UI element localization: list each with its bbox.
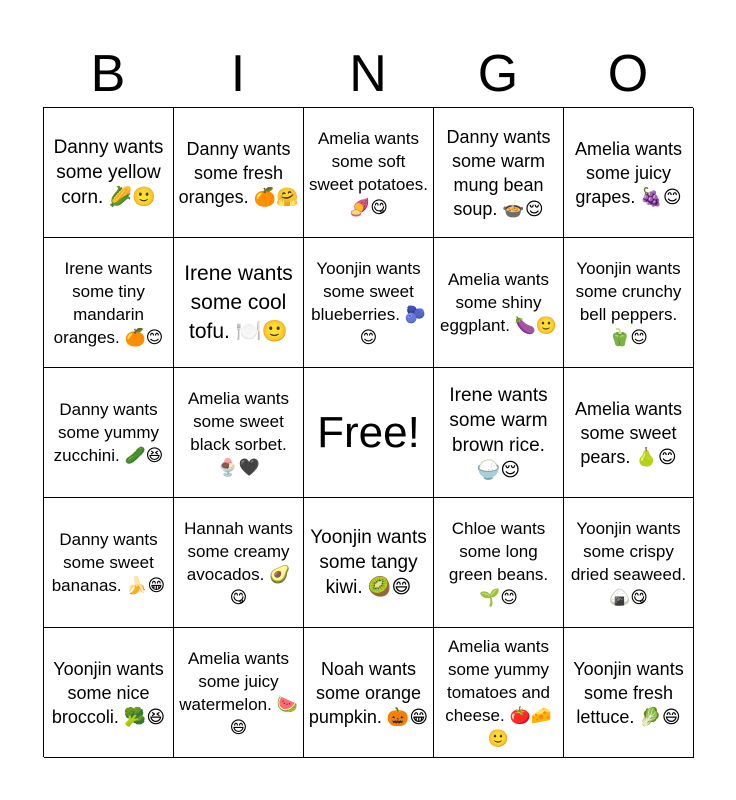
bingo-cell[interactable] (304, 498, 434, 628)
cell-text: Amelia wants some juicy watermelon. 🍉😄 (179, 648, 298, 737)
cell-text: Yoonjin wants some fresh lettuce. 🥬😄 (573, 658, 684, 727)
bingo-cell[interactable] (44, 368, 174, 498)
free-space[interactable] (304, 368, 434, 498)
cell-text: Irene wants some tiny mandarin oranges. 🍊😊 (53, 258, 164, 347)
bingo-cell[interactable] (174, 108, 304, 238)
bingo-cell[interactable] (564, 368, 694, 498)
bingo-header (43, 40, 693, 108)
bingo-cell[interactable] (434, 368, 564, 498)
cell-text: Irene wants some warm brown rice. 🍚😌 (449, 384, 548, 481)
cell-text: Amelia wants some sweet black sorbet. 🍨🖤 (187, 388, 290, 477)
bingo-cell[interactable] (304, 238, 434, 368)
bingo-grid (43, 107, 693, 757)
cell-text: Danny wants some yellow corn. 🌽🙂 (53, 137, 164, 208)
cell-text: Amelia wants some soft sweet potatoes. 🍠😋 (308, 128, 429, 217)
bingo-cell[interactable] (434, 108, 564, 238)
cell-text: Amelia wants some sweet pears. 🍐😊 (574, 398, 683, 467)
cell-text: Chloe wants some long green beans. 🌱😊 (448, 518, 549, 607)
bingo-cell[interactable] (564, 108, 694, 238)
bingo-cell[interactable] (44, 498, 174, 628)
cell-text: Amelia wants some yummy tomatoes and cheese. 🍅🧀🙂 (445, 637, 552, 748)
bingo-cell[interactable] (434, 628, 564, 758)
bingo-cell[interactable] (434, 238, 564, 368)
bingo-cell[interactable] (564, 238, 694, 368)
bingo-cell[interactable] (44, 628, 174, 758)
header-letter-b: B (90, 45, 126, 103)
bingo-cell[interactable] (564, 628, 694, 758)
cell-text: Yoonjin wants some crispy dried seaweed. 🍙😋 (570, 518, 687, 607)
cell-text: Danny wants some fresh oranges. 🍊🤗 (178, 138, 299, 207)
cell-text: Yoonjin wants some tangy kiwi. 🥝😄 (310, 527, 427, 598)
cell-text: Amelia wants some juicy grapes. 🍇😊 (574, 138, 683, 207)
bingo-cell[interactable] (44, 108, 174, 238)
bingo-cell[interactable] (44, 238, 174, 368)
cell-text: Danny wants some sweet bananas. 🍌😁 (51, 530, 166, 595)
cell-text: Yoonjin wants some sweet blueberries. 🫐😊 (311, 258, 426, 347)
cell-text: Yoonjin wants some nice broccoli. 🥦😆 (51, 658, 166, 727)
cell-text: Irene wants some cool tofu. 🍽️🙂 (184, 262, 293, 343)
bingo-cell[interactable] (564, 498, 694, 628)
bingo-cell[interactable] (174, 368, 304, 498)
free-space-label: Free! (317, 407, 420, 457)
cell-text: Amelia wants some shiny eggplant. 🍆🙂 (439, 270, 557, 335)
bingo-cell[interactable] (174, 498, 304, 628)
header-letter-o: O (607, 45, 649, 103)
cell-text: Danny wants some warm mung bean soup. 🍲😌 (446, 126, 551, 219)
bingo-cell[interactable] (304, 628, 434, 758)
header-letter-n: N (349, 45, 387, 103)
cell-text: Danny wants some yummy zucchini. 🥒😆 (53, 400, 164, 465)
cell-text: Yoonjin wants some crunchy bell peppers. 🫑😊 (575, 258, 682, 347)
bingo-cell[interactable] (174, 238, 304, 368)
cell-text: Noah wants some orange pumpkin. 🎃😁 (308, 658, 429, 727)
bingo-cell[interactable] (174, 628, 304, 758)
bingo-cell[interactable] (304, 108, 434, 238)
bingo-cell[interactable] (434, 498, 564, 628)
header-letter-g: G (477, 45, 519, 103)
header-letter-i: I (230, 45, 246, 103)
cell-text: Hannah wants some creamy avocados. 🥑😋 (184, 518, 293, 607)
